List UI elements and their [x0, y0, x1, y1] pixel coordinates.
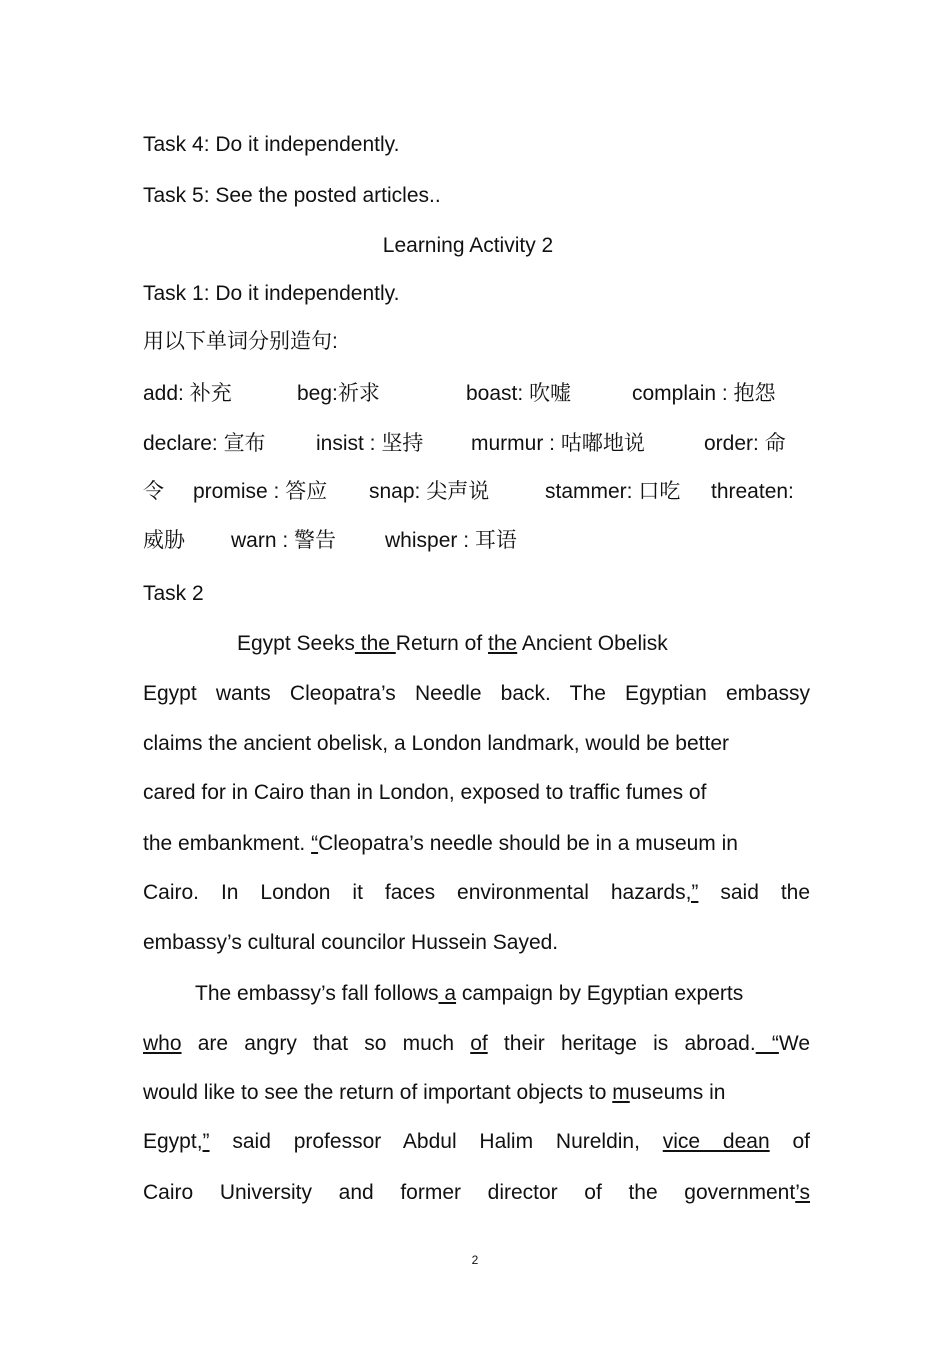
- vocab-complain: complain : 抱怨: [632, 382, 776, 405]
- page-number: 2: [471, 1253, 479, 1267]
- vocab-beg: beg:祈求: [297, 382, 380, 405]
- vocab-warn: warn : 警告: [231, 529, 337, 552]
- article-line-5: Cairo. In London it faces environmental hazards,” said the: [143, 881, 811, 904]
- article-line-9: would like to see the return of important objects to museums in: [143, 1081, 726, 1104]
- task2-label: Task 2: [143, 582, 204, 605]
- task1-line: Task 1: Do it independently.: [143, 282, 400, 305]
- article-line-1: Egypt wants Cleopatra’s Needle back. The Egyptian embassy: [143, 682, 810, 705]
- vocab-whisper: whisper : 耳语: [385, 529, 517, 552]
- vocab-murmur: murmur : 咕嘟地说: [471, 432, 645, 455]
- article-line-10: Egypt,” said professor Abdul Halim Nureldin, vice dean of: [143, 1130, 810, 1153]
- vocab-insist: insist : 坚持: [316, 432, 424, 455]
- vocab-add: add: 补充: [143, 382, 232, 405]
- activity-heading: Learning Activity 2: [382, 234, 554, 257]
- article-line-7: The embassy’s fall follows a campaign by Egyptian experts: [195, 982, 744, 1005]
- vocab-stammer: stammer: 口吃: [545, 480, 681, 503]
- vocab-order: order: 命: [704, 432, 786, 455]
- article-title: Egypt Seeks the Return of the Ancient Obelisk: [237, 632, 668, 655]
- vocab-threaten-meaning: 威胁: [143, 529, 185, 552]
- task5-line: Task 5: See the posted articles..: [143, 184, 441, 207]
- article-line-3: cared for in Cairo than in London, exposed to traffic fumes of: [143, 781, 707, 804]
- vocab-threaten: threaten:: [711, 480, 794, 503]
- article-line-8: who are angry that so much of their heritage is abroad. “We: [143, 1032, 810, 1055]
- article-line-2: claims the ancient obelisk, a London landmark, would be better: [143, 732, 730, 755]
- task4-line: Task 4: Do it independently.: [143, 133, 400, 156]
- vocab-boast: boast: 吹嘘: [466, 382, 572, 405]
- article-line-4: the embankment. “Cleopatra’s needle should be in a museum in: [143, 832, 738, 855]
- article-line-6: embassy’s cultural councilor Hussein Sayed.: [143, 931, 559, 954]
- article-line-11: Cairo University and former director of the government’s: [143, 1181, 810, 1204]
- vocab-declare: declare: 宣布: [143, 432, 266, 455]
- vocab-order-cont: 令: [143, 480, 164, 503]
- vocab-snap: snap: 尖声说: [369, 480, 490, 503]
- instruction-line: 用以下单词分别造句:: [143, 330, 338, 353]
- vocab-promise: promise : 答应: [193, 480, 328, 503]
